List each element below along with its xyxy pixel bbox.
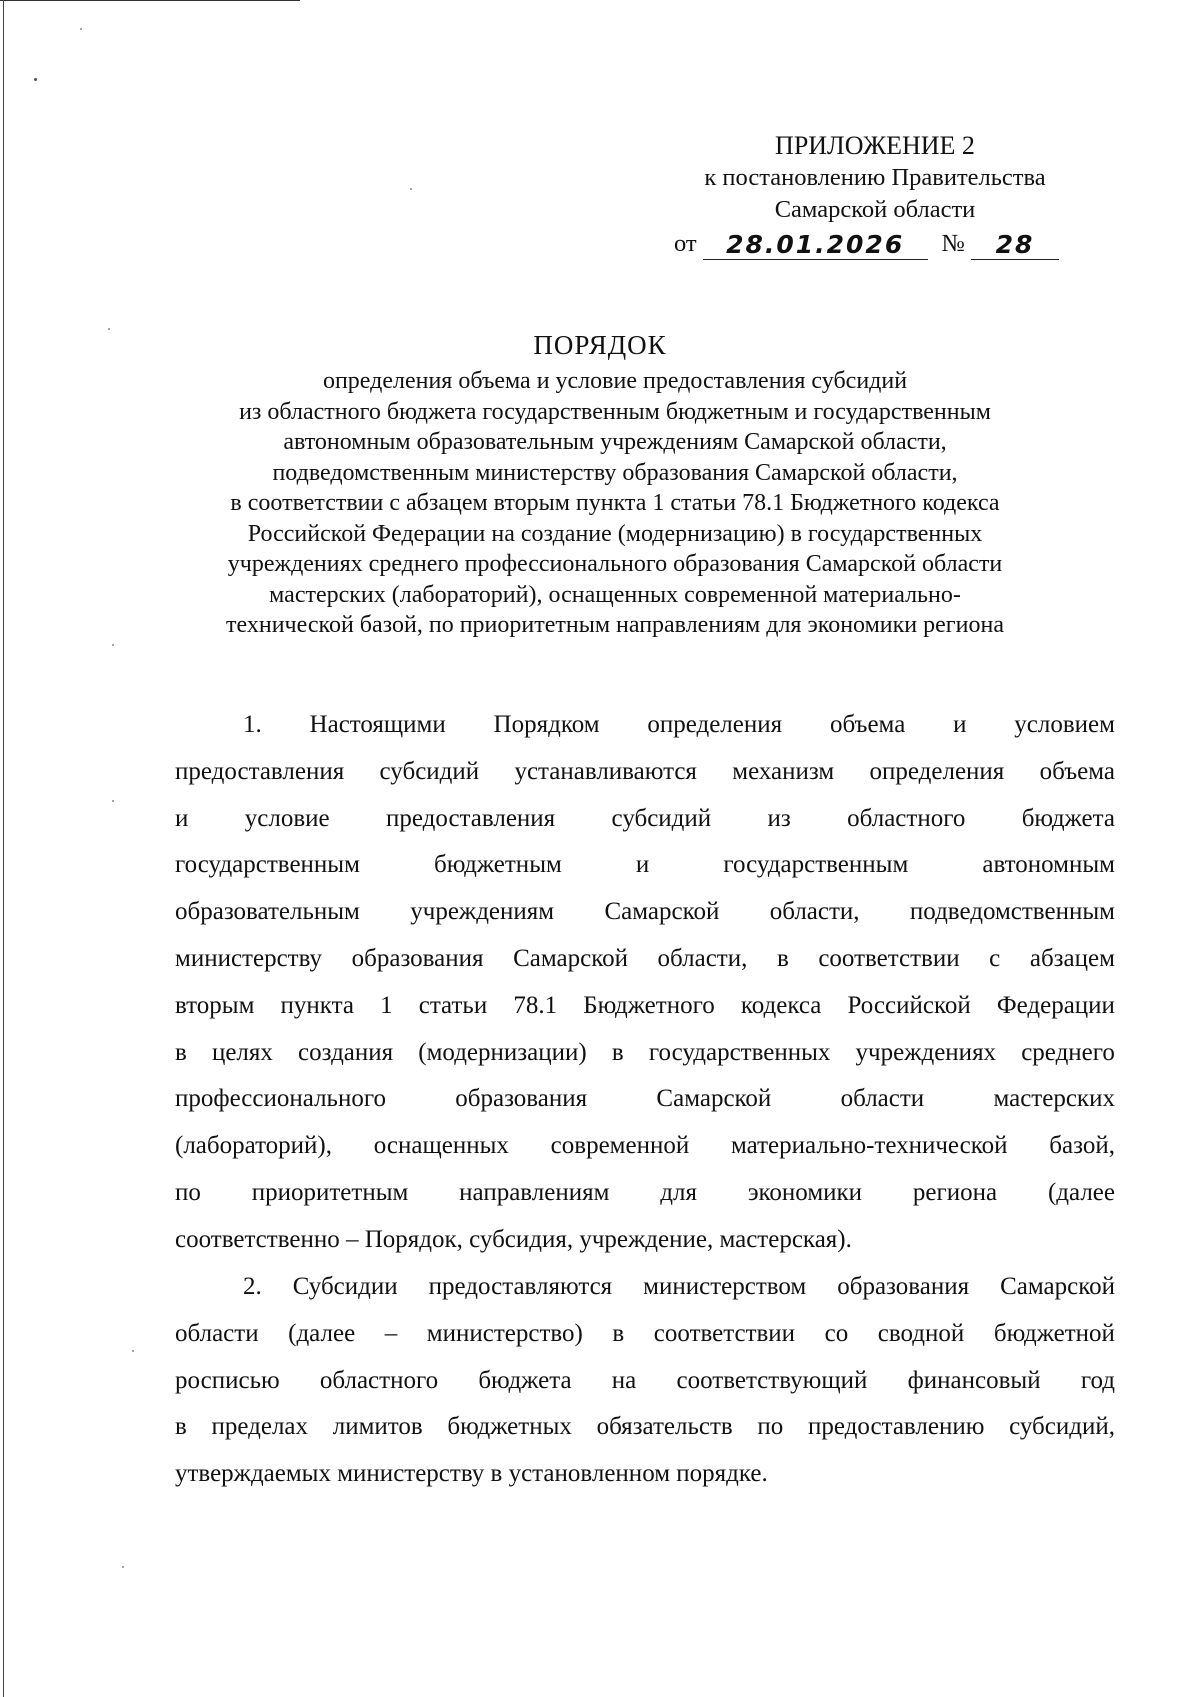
paragraph-line: профессионального образования Самарской области мастерских xyxy=(175,1085,1115,1113)
number-label: № xyxy=(941,230,966,257)
paragraph-line: (лабораторий), оснащенных современной материально-технической базой, xyxy=(175,1132,1115,1160)
handwritten-number: 28 xyxy=(971,231,1059,260)
paragraph-line: министерству образования Самарской области, в соответствии с абзацем xyxy=(175,944,1115,972)
paragraph-line: 2. Субсидии предоставляются министерством образования Самарской xyxy=(243,1273,1115,1300)
subtitle-line: технической базой, по приоритетным направлениям для экономики региона xyxy=(226,612,1004,638)
paragraph-line: государственным бюджетным и государственным автономным xyxy=(175,851,1115,879)
subtitle-line: подведомственным министерству образования Самарской области, xyxy=(272,459,958,486)
scan-edge-left xyxy=(3,0,4,1697)
paragraph-1 xyxy=(175,702,1115,1264)
order-subtitle xyxy=(150,366,1080,641)
paragraph-line: 1. Настоящими Порядком определения объема и условием xyxy=(243,711,1115,738)
order-title: ПОРЯДОК xyxy=(533,330,667,360)
subtitle-line: Российской Федерации на создание (модернизацию) в государственных xyxy=(247,520,983,547)
subtitle-line: автономным образовательным учреждениям Самарской области, xyxy=(283,429,947,455)
paragraph-line: и условие предоставления субсидий из областного бюджета xyxy=(175,804,1115,832)
scan-speck xyxy=(410,188,412,190)
appendix-line-2: Самарской области xyxy=(774,196,976,223)
paragraph-line: росписью областного бюджета на соответствующий финансовый год xyxy=(175,1366,1115,1394)
scan-speck xyxy=(122,1566,124,1568)
subtitle-line: учреждениях среднего профессионального образования Самарской области xyxy=(227,551,1003,577)
paragraph-line: области (далее – министерство) в соответствии со сводной бюджетной xyxy=(175,1319,1115,1347)
subtitle-line: определения объема и условие предоставления субсидий xyxy=(322,368,908,394)
paragraph-line: по приоритетным направлениям для экономики региона (далее xyxy=(175,1178,1115,1206)
paragraph-line: образовательным учреждениям Самарской области, подведомственным xyxy=(175,898,1115,926)
paragraph-2 xyxy=(175,1264,1115,1498)
appendix-block xyxy=(640,130,1110,260)
paragraph-line: в целях создания (модернизации) в государственных учреждениях среднего xyxy=(175,1038,1115,1066)
subtitle-line: в соответствии с абзацем вторым пункта 1 статьи 78.1 Бюджетного кодекса xyxy=(230,490,1000,516)
scan-speck xyxy=(112,644,114,646)
appendix-title: ПРИЛОЖЕНИЕ 2 xyxy=(775,131,975,160)
scan-speck xyxy=(34,78,37,81)
subtitle-line: мастерских (лабораторий), оснащенных современной материально- xyxy=(269,581,961,608)
scan-speck xyxy=(112,800,114,802)
paragraph-line: в пределах лимитов бюджетных обязательств по предоставлению субсидий, xyxy=(175,1413,1115,1441)
scan-speck xyxy=(80,28,82,30)
paragraph-line: утверждаемых министерству в установленном порядке. xyxy=(175,1460,768,1488)
scan-edge-top xyxy=(0,0,300,1)
subtitle-line: из областного бюджета государственным бюджетным и государственным xyxy=(239,398,991,425)
scan-speck xyxy=(132,1350,134,1352)
handwritten-date: 28.01.2026 xyxy=(703,231,928,260)
paragraph-line: предоставления субсидий устанавливаются механизм определения объема xyxy=(175,757,1115,785)
from-label: от xyxy=(674,230,697,257)
paragraph-line: соответственно – Порядок, субсидия, учреждение, мастерская). xyxy=(175,1225,852,1253)
document-date-number xyxy=(640,228,1110,260)
appendix-line-1: к постановлению Правительства xyxy=(704,164,1046,191)
paragraph-line: вторым пункта 1 статьи 78.1 Бюджетного кодекса Российской Федерации xyxy=(175,991,1115,1019)
